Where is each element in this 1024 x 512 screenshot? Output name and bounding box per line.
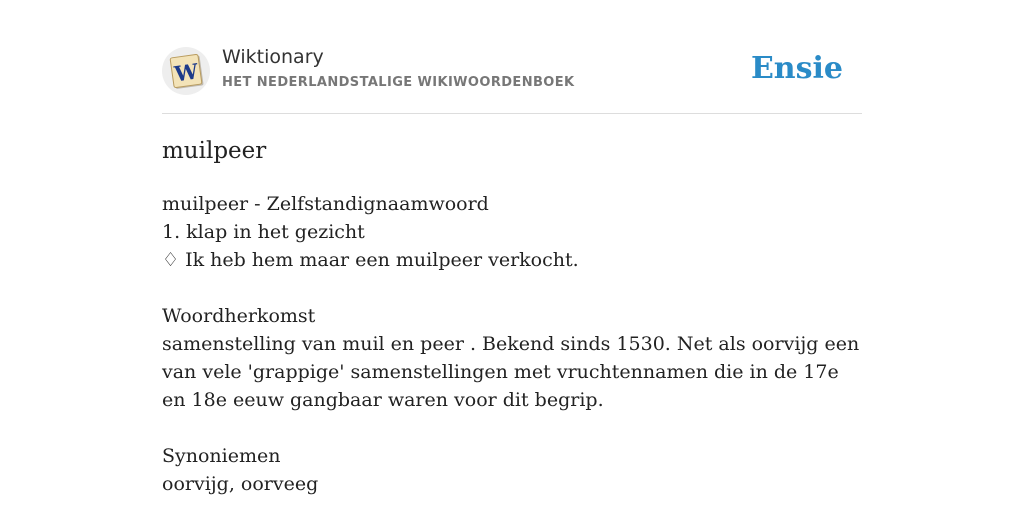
spacer — [162, 274, 862, 302]
synonyms-text: oorvijg, oorveeg — [162, 473, 319, 495]
entry-card — [162, 0, 862, 512]
etymology-text: samenstelling van muil en peer . Bekend sinds 1530. Net als oorvijg een van vele 'grappige' samenstellingen met vruchtennamen die in de 17e en 18e eeuw gangbaar waren voor dit begrip. — [162, 333, 860, 411]
spacer — [162, 414, 862, 442]
etymology-heading: Woordherkomst — [162, 305, 316, 327]
site-subtitle: HET NEDERLANDSTALIGE WIKIWOORDENBOEK — [222, 75, 575, 90]
definition-heading: muilpeer - Zelfstandignaamwoord — [162, 193, 489, 215]
header — [162, 0, 862, 114]
site-name[interactable]: Wiktionary — [222, 46, 324, 68]
definition-example: ♢ Ik heb hem maar een muilpeer verkocht. — [162, 249, 579, 271]
entry-content — [162, 190, 862, 498]
page-title: muilpeer — [162, 138, 267, 164]
logo-letter: W — [172, 58, 200, 87]
synonyms-heading: Synoniemen — [162, 445, 281, 467]
wiktionary-logo-icon[interactable] — [162, 47, 210, 95]
definition-meaning: 1. klap in het gezicht — [162, 221, 365, 243]
ensie-brand-link[interactable]: Ensie — [750, 51, 843, 86]
